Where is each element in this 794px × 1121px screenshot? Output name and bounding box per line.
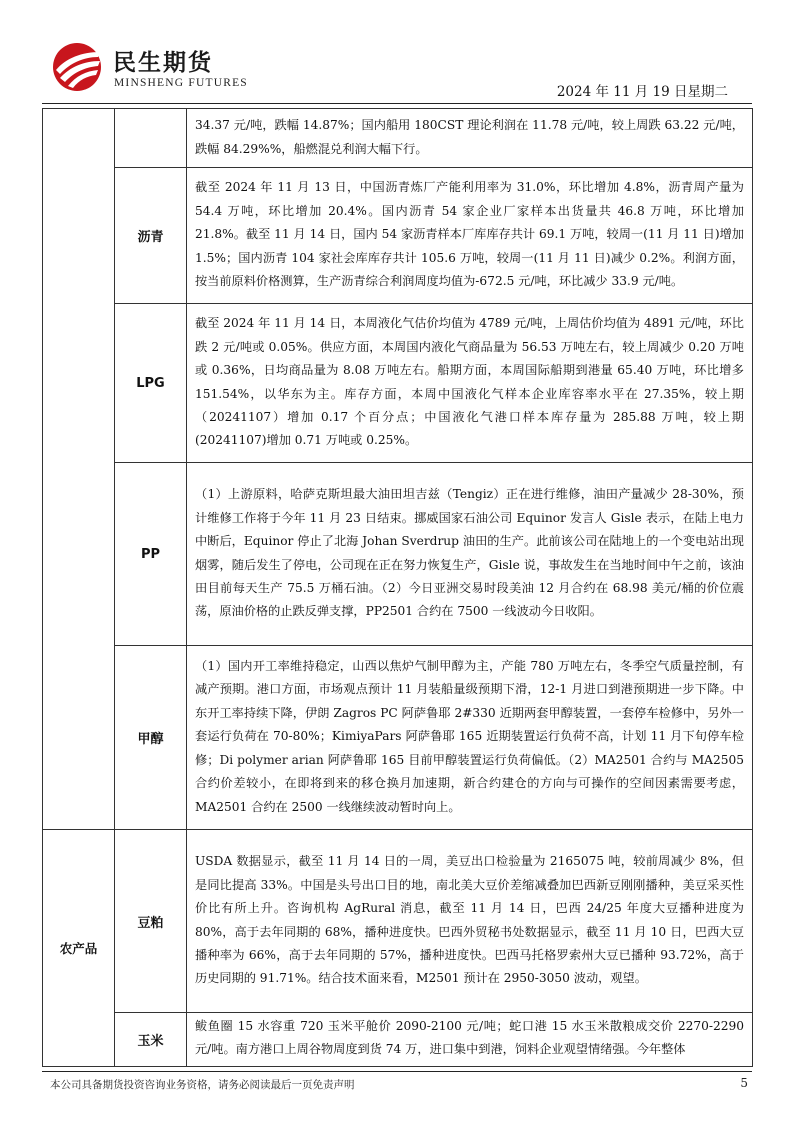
commentary-cell — [187, 168, 753, 304]
product-cell: PP — [115, 463, 187, 646]
commentary-text: （1）国内开工率维持稳定，山西以焦炉气制甲醇为主，产能 780 万吨左右，冬季空气质量控制，有减产预期。港口方面，市场观点预计 11 月装船量级预期下滑，12-1 月进口到港预期进一步下降。中东开工率持续下降，伊朗 Zagros PC 阿萨鲁耶 2#330 近期两套甲醇装置，一套停车检修中，另外一套运行负荷在 70-80%；KimiyaPars 阿萨鲁耶 165 近期装置运行负荷不高，计划 11 月下旬停车检修；Di polymer arian 阿萨鲁耶 165 目前甲醇装置运行负荷偏低。（2）MA2501 合约与 MA2505 合约价差较小，在即将到来的移仓换月加速期，新合约建仓的方向与可操作的空间因素需要考虑，MA2501 合约在 2500 一线继续波动暂时向上。 — [195, 659, 744, 814]
minsheng-logo-icon — [48, 40, 106, 92]
table-row — [43, 830, 753, 1013]
commentary-text: 截至 2024 年 11 月 13 日，中国沥青炼厂产能利用率为 31.0%，环比增加 4.8%，沥青周产量为 54.4 万吨，环比增加 20.4%。国内沥青 54 家企业厂家样本出货量共 46.8 万吨，环比增加 21.8%。截至 11 月 14 日，国内 54 家沥青样本厂库库存共计 69.1 万吨，较周一(11 月 11 日)增加 1.5%；国内沥青 104 家社会库库存共计 105.6 万吨，较周一(11 月 11 日)减少 0.2%。利润方面，按当前原料价格测算，生产沥青综合利润周度均值为-672.5 元/吨，环比减少 33.9 元/吨。 — [195, 180, 744, 289]
commentary-cell — [187, 463, 753, 646]
commentary-text: 34.37 元/吨，跌幅 14.87%；国内船用 180CST 理论利润在 11.78 元/吨，较上周跌 63.22 元/吨，跌幅 84.29%%，船燃混兑利润大幅下行。 — [195, 118, 744, 156]
brand-name-en: MINSHENG FUTURES — [114, 77, 248, 89]
commentary-text: USDA 数据显示，截至 11 月 14 日的一周，美豆出口检验量为 2165075 吨，较前周减少 8%，但是同比提高 33%。中国是头号出口目的地，南北美大豆价差缩减叠加巴西新豆刚刚播种，美豆采买性价比有所上升。咨询机构 AgRural 消息，截至 11 月 14 日，巴西 24/25 年度大豆播种进度为 80%，高于去年同期的 68%，播种进度快。巴西外贸秘书处数据显示，截至 11 月 10 日，巴西大豆播种率为 66%，高于去年同期的 57%，播种进度快。巴西马托格罗索州大豆已播种 93.72%，高于历史同期的 91.71%。结合技术面来看，M2501 预计在 2950-3050 波动，观望。 — [195, 854, 744, 986]
commentary-cell — [187, 830, 753, 1013]
footer-rule — [42, 1071, 752, 1072]
commentary-text: 截至 2024 年 11 月 14 日，本周液化气估价均值为 4789 元/吨，上周估价均值为 4891 元/吨，环比跌 2 元/吨或 0.05%。供应方面，本周国内液化气商品量为 56.53 万吨左右，较上周减少 0.20 万吨或 0.36%，日均商品量为 8.08 万吨左右。船期方面，本周国际船期到港量 65.40 万吨，环比增多 151.54%，以华东为主。库存方面，本周中国液化气样本企业库容率水平在 27.35%，较上期（20241107）增加 0.17 个百分点；中国液化气港口样本库存量为 285.88 万吨，较上期(20241107)增加 0.71 万吨或 0.25%。 — [195, 316, 744, 448]
product-cell: 甲醇 — [115, 646, 187, 830]
table-row — [43, 168, 753, 304]
commentary-cell — [187, 304, 753, 463]
page-number: 5 — [740, 1076, 748, 1090]
table-row — [43, 304, 753, 463]
footer-disclaimer: 本公司具备期货投资咨询业务资格，请务必阅读最后一页免责声明 — [50, 1079, 355, 1091]
commentary-text: 鲅鱼圈 15 水容重 720 玉米平舱价 2090-2100 元/吨；蛇口港 15 水玉米散粮成交价 2270-2290 元/吨。南方港口上周谷物周度到货 74 万，进口集中到港，饲料企业观望情绪强。今年整体 — [195, 1019, 744, 1057]
commentary-cell — [187, 109, 753, 168]
report-date: 2024 年 11 月 19 日星期二 — [556, 84, 728, 100]
brand-name-cn: 民生期货 — [113, 50, 213, 76]
commentary-cell — [187, 1013, 753, 1067]
table-row — [43, 646, 753, 830]
table-row — [43, 109, 753, 168]
commentary-cell — [187, 646, 753, 830]
table-row — [43, 1013, 753, 1067]
commentary-text: （1）上游原料，哈萨克斯坦最大油田坦吉兹（Tengiz）正在进行维修，油田产量减少 28-30%，预计维修工作将于今年 11 月 23 日结束。挪威国家石油公司 Equinor 发言人 Gisle 表示，在陆上电力中断后，Equinor 停止了北海 Johan Sverdrup 油田的生产。此前该公司在陆地上的一个变电站出现烟雾，随后发生了停电，公司现在正在努力恢复生产，Gisle 说，事故发生在当地时间中午之前，该油田目前每天生产 75.5 万桶石油。（2）今日亚洲交易时段美油 12 月合约在 68.98 美元/桶的价位震荡，原油价格的止跌反弹支撑，PP2501 合约在 7500 一线波动今日收阳。 — [195, 487, 744, 619]
page-header — [0, 0, 794, 112]
category-cell — [43, 109, 115, 830]
category-cell: 农产品 — [43, 830, 115, 1067]
product-cell: LPG — [115, 304, 187, 463]
header-rule — [42, 103, 752, 104]
product-cell: 沥青 — [115, 168, 187, 304]
product-cell: 玉米 — [115, 1013, 187, 1067]
product-cell: 豆粕 — [115, 830, 187, 1013]
table-row — [43, 463, 753, 646]
product-cell — [115, 109, 187, 168]
commodity-table — [42, 108, 753, 1067]
